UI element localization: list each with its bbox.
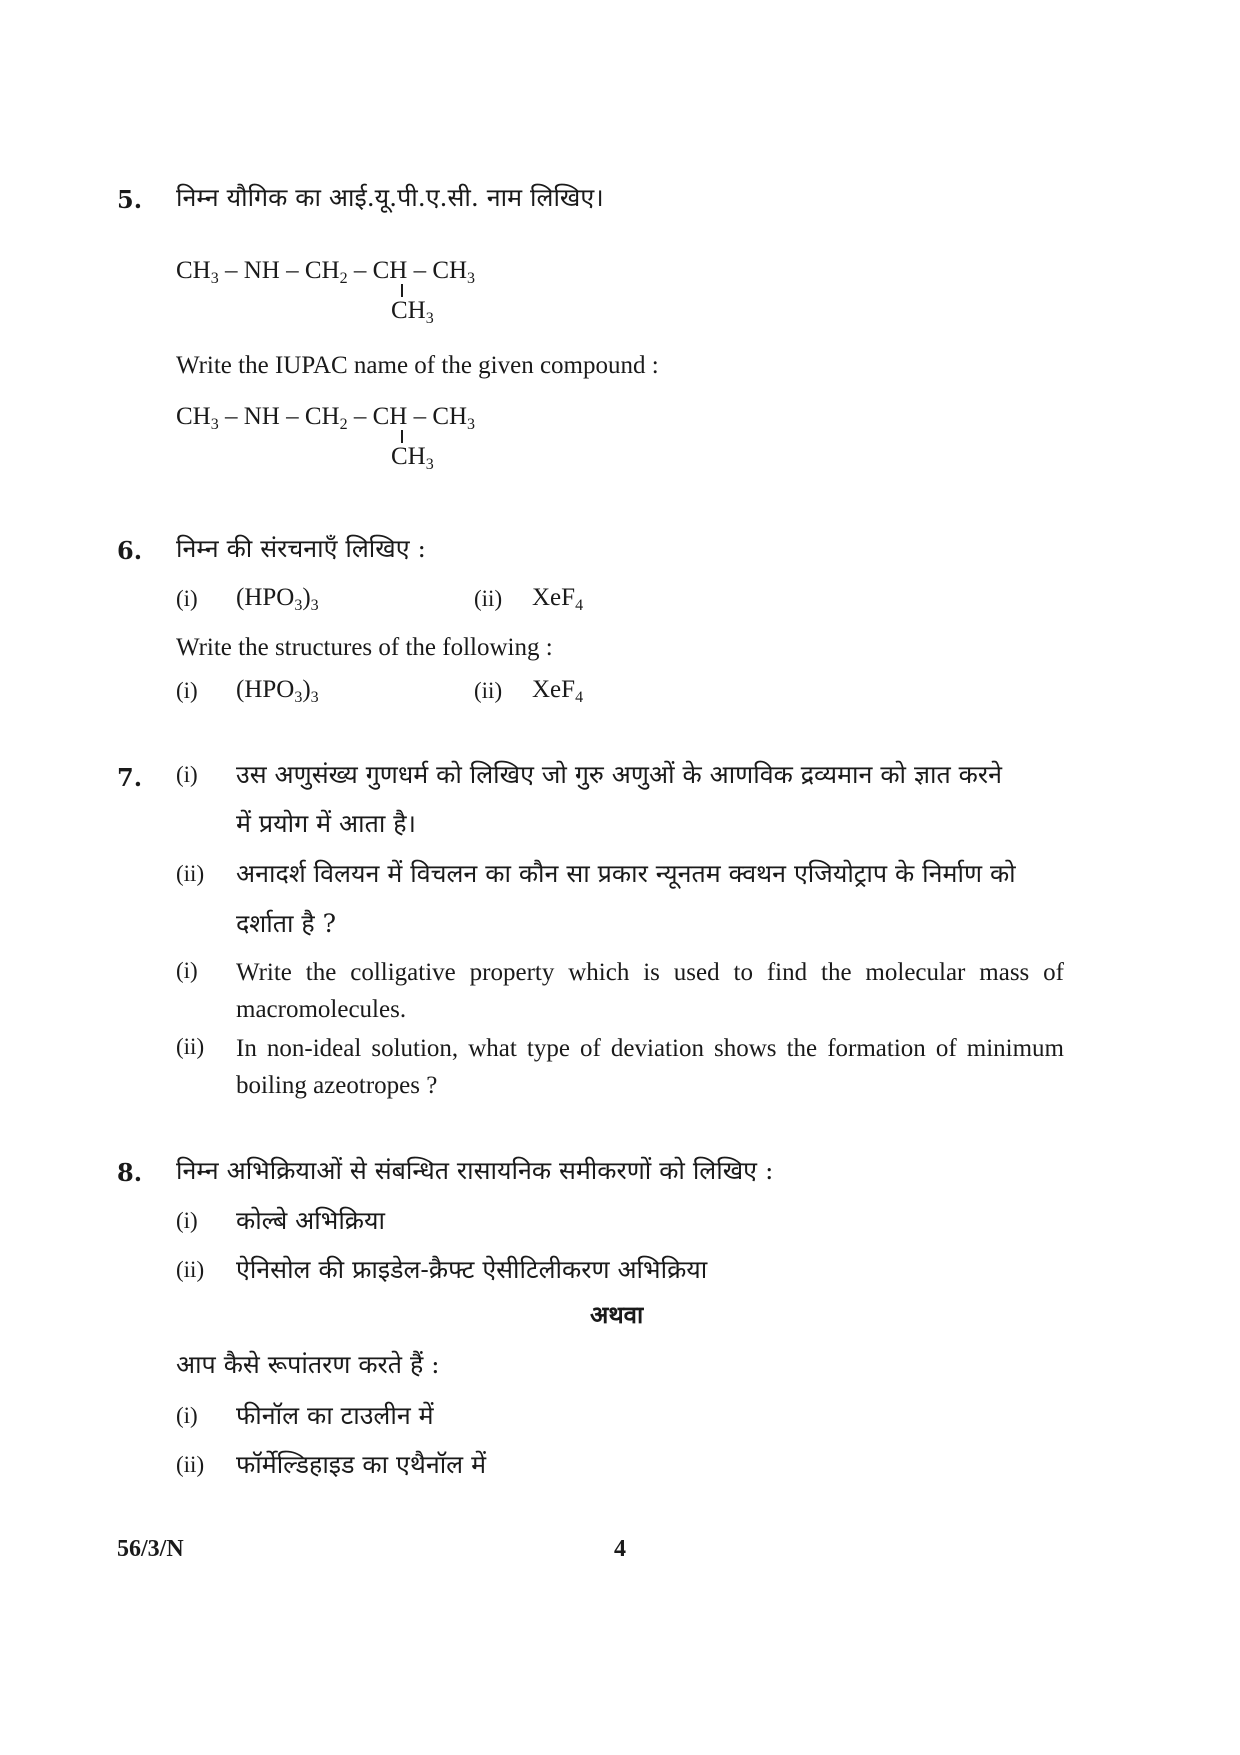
chemical-formula: $CH_3$ – NH – $CH_2$ – CH – $CH_3$ [176,403,476,433]
item-label: (ii) [176,1034,205,1059]
item-label: (i) [176,1208,198,1233]
bond-line [401,430,403,443]
item-label: (ii) [176,1257,205,1282]
alternative-intro: आप कैसे रूपांतरण करते हैं : [176,1350,440,1379]
question-text-hindi: निम्न की संरचनाएँ लिखिए : [176,534,426,563]
item-label: (ii) [474,678,503,703]
question-text-hindi: निम्न यौगिक का आई.यू.पी.ए.सी. नाम लिखिए। [176,183,604,212]
formula-xef4: XeF$_4$ [532,676,584,706]
item-text: कोल्बे अभिक्रिया [236,1206,385,1235]
question-text-hindi: अनादर्श विलयन में विचलन का कौन सा प्रकार न्यूनतम क्वथन एजियोट्राप के निर्माण को [236,859,1016,888]
question-number: 5. [117,185,143,214]
item-label: (i) [176,1403,198,1428]
question-text-english: In non-ideal solution, what type of deviation shows the formation of minimum boiling azeotropes ? [236,1035,1064,1099]
question-text-hindi: निम्न अभिक्रियाओं से संबन्धित रासायनिक समीकरणों को लिखिए : [176,1156,774,1185]
item-label: (ii) [474,586,503,611]
paper-code: 56/3/N [117,1536,184,1562]
item-text: फॉर्मेल्डिहाइड का एथैनॉल में [236,1450,487,1479]
question-text-english: Write the IUPAC name of the given compound : [176,352,659,379]
item-label: (i) [176,958,198,983]
question-number: 6. [117,536,143,565]
item-label: (ii) [176,861,205,886]
question-text-hindi: दर्शाता है ? [236,909,337,938]
or-separator: अथवा [590,1300,644,1329]
question-text-hindi: उस अणुसंख्य गुणधर्म को लिखिए जो गुरु अणुओं के आणविक द्रव्यमान को ज्ञात करने [236,760,1002,789]
item-text: ऐनिसोल की फ्राइडेल-क्रैफ्ट ऐसीटिलीकरण अभिक्रिया [236,1255,708,1284]
formula-hpo3: $(HPO_3)_3$ [236,676,319,706]
chemical-formula: $CH_3$ – NH – $CH_2$ – CH – $CH_3$ [176,257,476,287]
formula-hpo3: $(HPO_3)_3$ [236,584,319,614]
item-label: (i) [176,762,198,787]
question-text-english: Write the colligative property which is used to find the molecular mass of macromolecules. [236,959,1064,1023]
branch-group: $CH_3$ [391,297,434,327]
item-label: (ii) [176,1452,205,1477]
branch-group: $CH_3$ [391,443,434,473]
question-text-english: Write the structures of the following : [176,634,553,661]
formula-xef4: XeF$_4$ [532,584,584,614]
question-number: 7. [117,763,143,792]
item-label: (i) [176,678,198,703]
question-text-hindi: में प्रयोग में आता है। [236,809,416,838]
question-number: 8. [117,1158,143,1187]
item-label: (i) [176,586,198,611]
bond-line [401,284,403,297]
page-number: 4 [614,1536,626,1562]
item-text: फीनॉल का टाउलीन में [236,1401,434,1430]
